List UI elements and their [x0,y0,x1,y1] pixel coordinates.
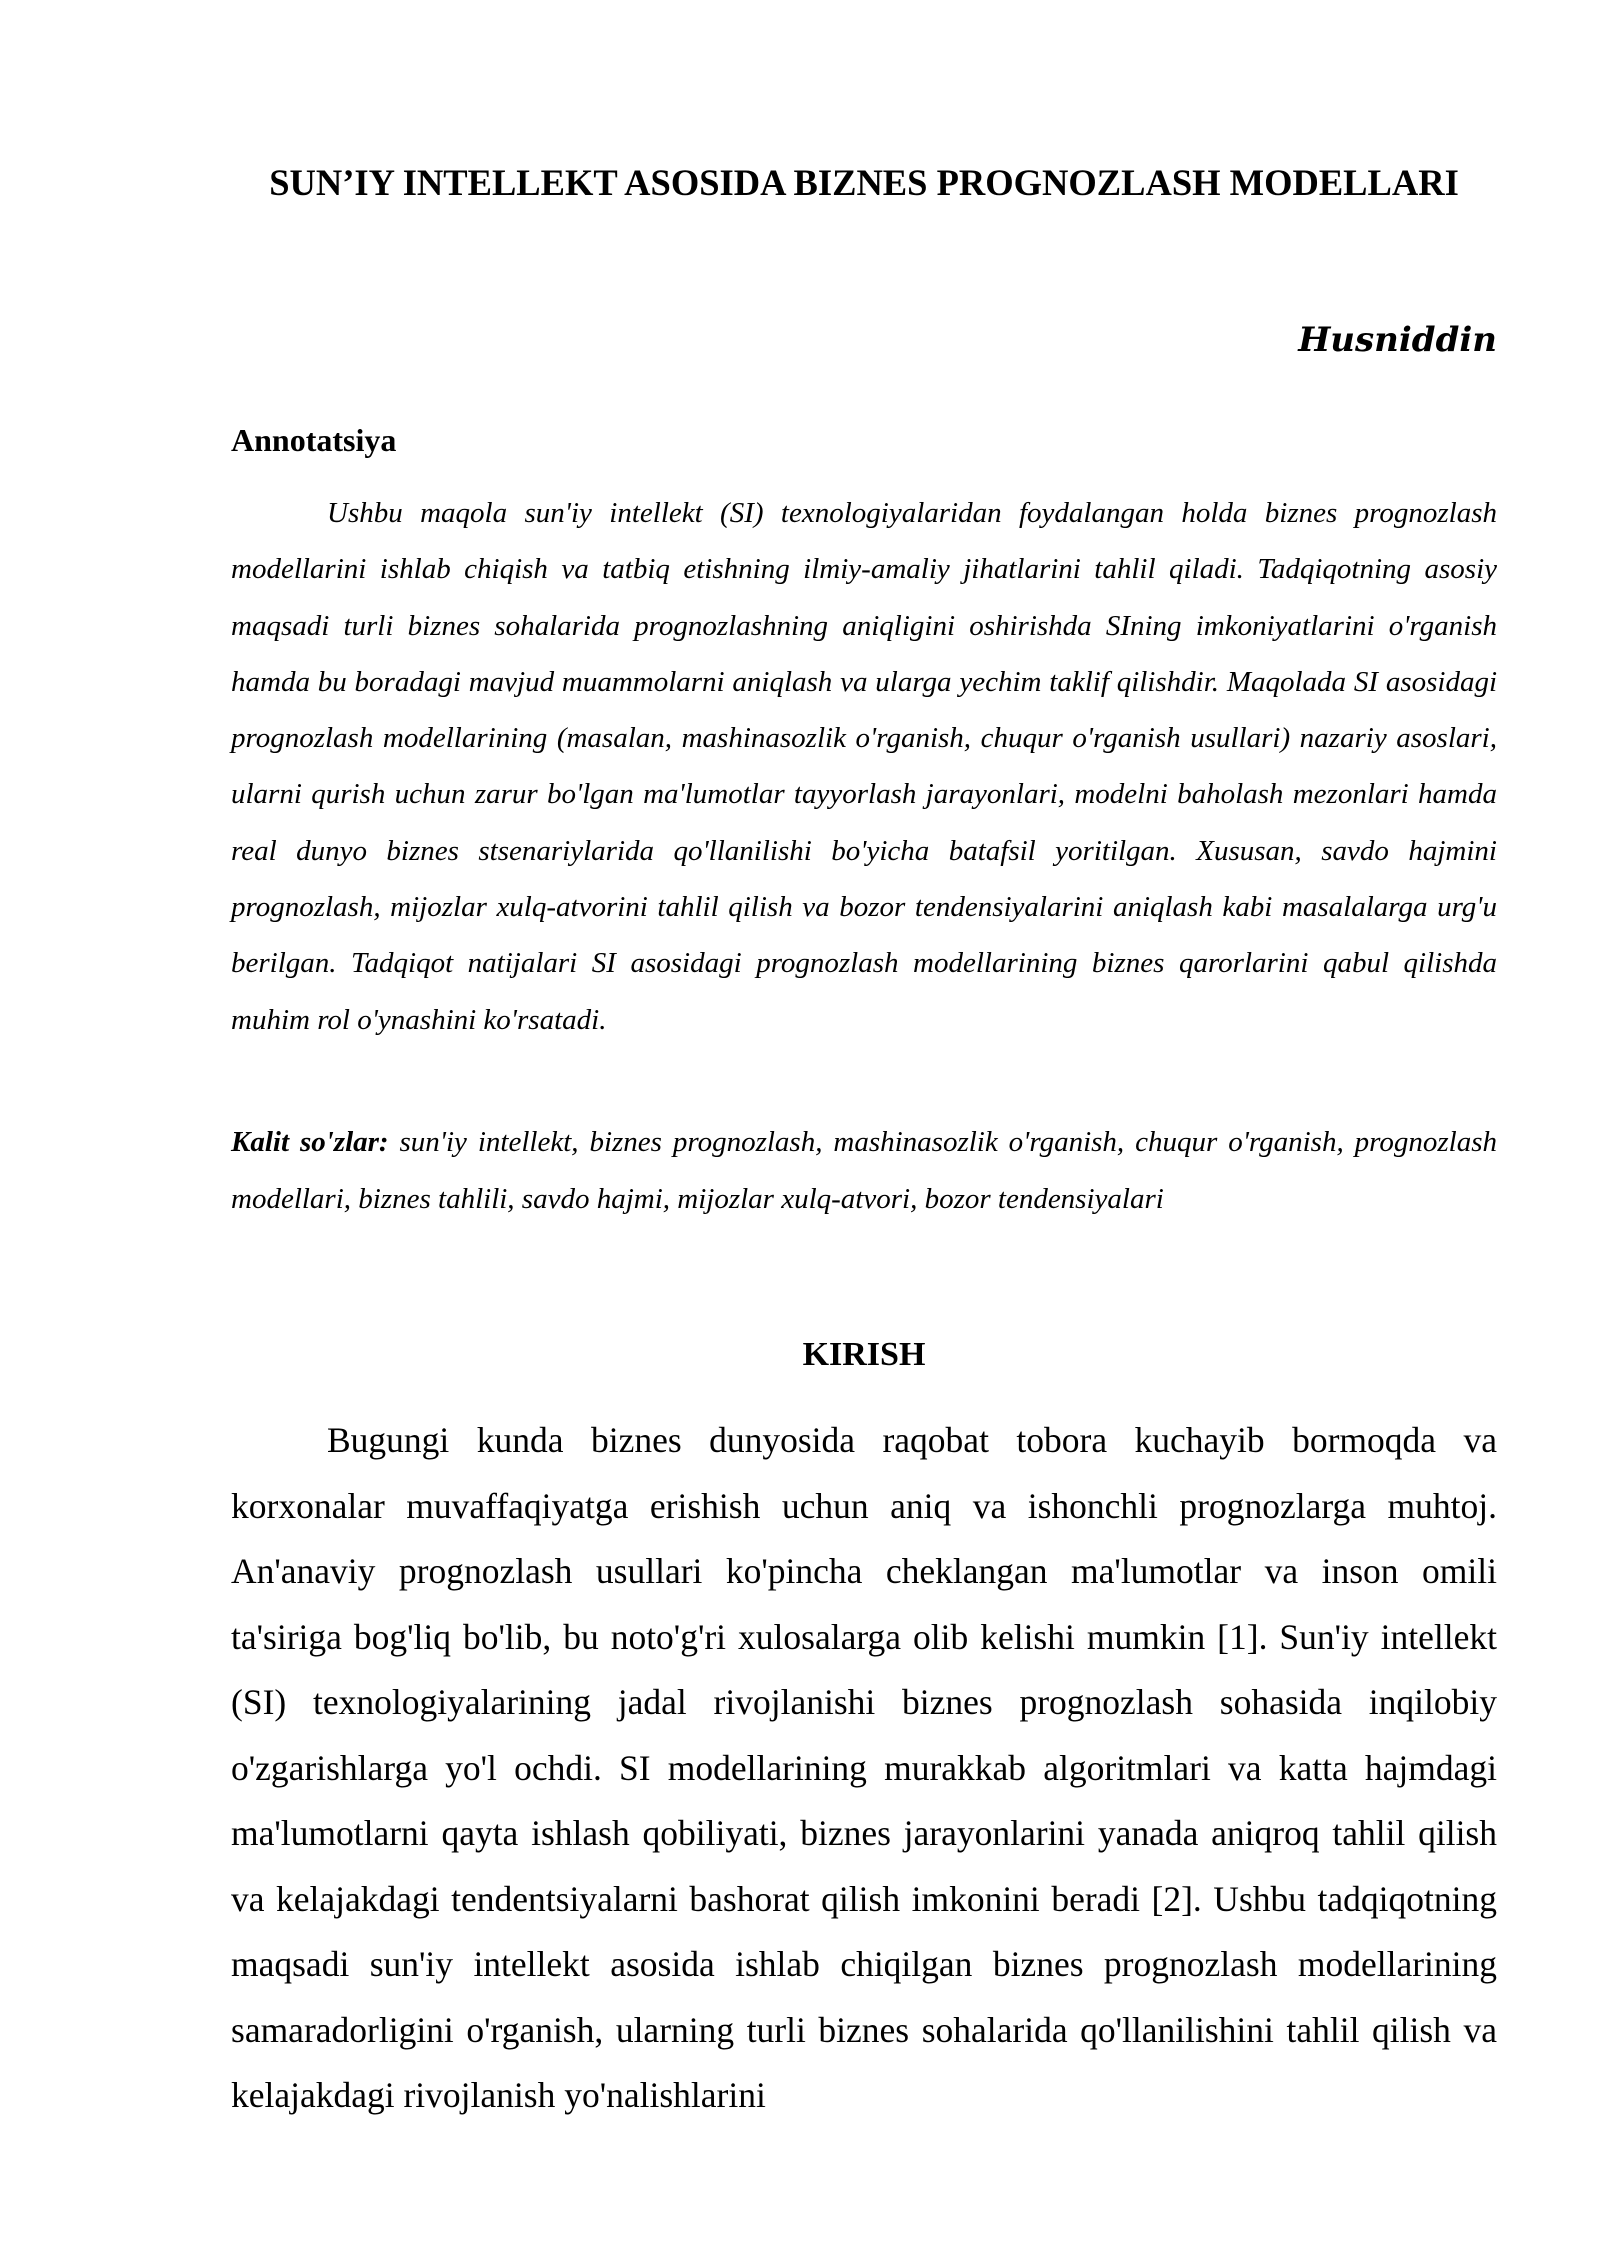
keywords-label: Kalit so'zlar: [231,1126,389,1158]
paper-title: SUN’IY INTELLEKT ASOSIDA BIZNES PROGNOZLASH MODELLARI [269,162,1459,203]
section-heading-introduction: KIRISH [802,1336,926,1373]
introduction-paragraph: Bugungi kunda biznes dunyosida raqobat tobora kuchayib bormoqda va korxonalar muvaffaqiyatga erishish uchun aniq va ishonchli prognozlarga muhtoj. An'anaviy prognozlash usullari ko'pincha cheklangan ma'lumotlar va inson omili ta'siriga bog'liq bo'lib, bu noto'g'ri xulosalarga olib kelishi mumkin [1]. Sun'iy intellekt (SI) texnologiyalarining jadal rivojlanishi biznes prognozlash sohasida inqilobiy o'zgarishlarga yo'l ochdi. SI modellarining murakkab algoritmlari va katta hajmdagi ma'lumotlarni qayta ishlash qobiliyati, biznes jarayonlarini yanada aniqroq tahlil qilish va kelajakdagi tendentsiyalarni bashorat qilish imkonini beradi [2]. Ushbu tadqiqotning maqsadi sun'iy intellekt asosida ishlab chiqilgan biznes prognozlash modellarining samaradorligini o'rganish, ularning turli biznes sohalarida qo'llanilishini tahlil qilish va kelajakdagi rivojlanish yo'nalishlarini [231,1420,1497,2115]
abstract-heading: Annotatsiya [231,422,397,458]
keywords-text: sun'iy intellekt, biznes prognozlash, mashinasozlik o'rganish, chuqur o'rganish, prognozlash modellari, biznes tahlili, savdo hajmi, mijozlar xulq-atvori, bozor tendensiyalari [231,1126,1497,1215]
author-name: Husniddin [1298,320,1497,360]
keywords-paragraph [231,1114,1497,1228]
abstract-text: Ushbu maqola sun'iy intellekt (SI) texnologiyalaridan foydalangan holda biznes prognozlash modellarini ishlab chiqish va tatbiq etishning ilmiy-amaliy jihatlarini tahlil qiladi. Tadqiqotning asosiy maqsadi turli biznes sohalarida prognozlashning aniqligini oshirishda SIning imkoniyatlarini o'rganish hamda bu boradagi mavjud muammolarni aniqlash va ularga yechim taklif qilishdir. Maqolada SI asosidagi prognozlash modellarining (masalan, mashinasozlik o'rganish, chuqur o'rganish usullari) nazariy asoslari, ularni qurish uchun zarur bo'lgan ma'lumotlar tayyorlash jarayonlari, modelni baholash mezonlari hamda real dunyo biznes stsenariylarida qo'llanilishi bo'yicha batafsil yoritilgan. Xususan, savdo hajmini prognozlash, mijozlar xulq-atvorini tahlil qilish va bozor tendensiyalarini aniqlash kabi masalalarga urg'u berilgan. Tadqiqot natijalari SI asosidagi prognozlash modellarining biznes qarorlarini qabul qilishda muhim rol o'ynashini ko'rsatadi. [231,497,1497,1036]
